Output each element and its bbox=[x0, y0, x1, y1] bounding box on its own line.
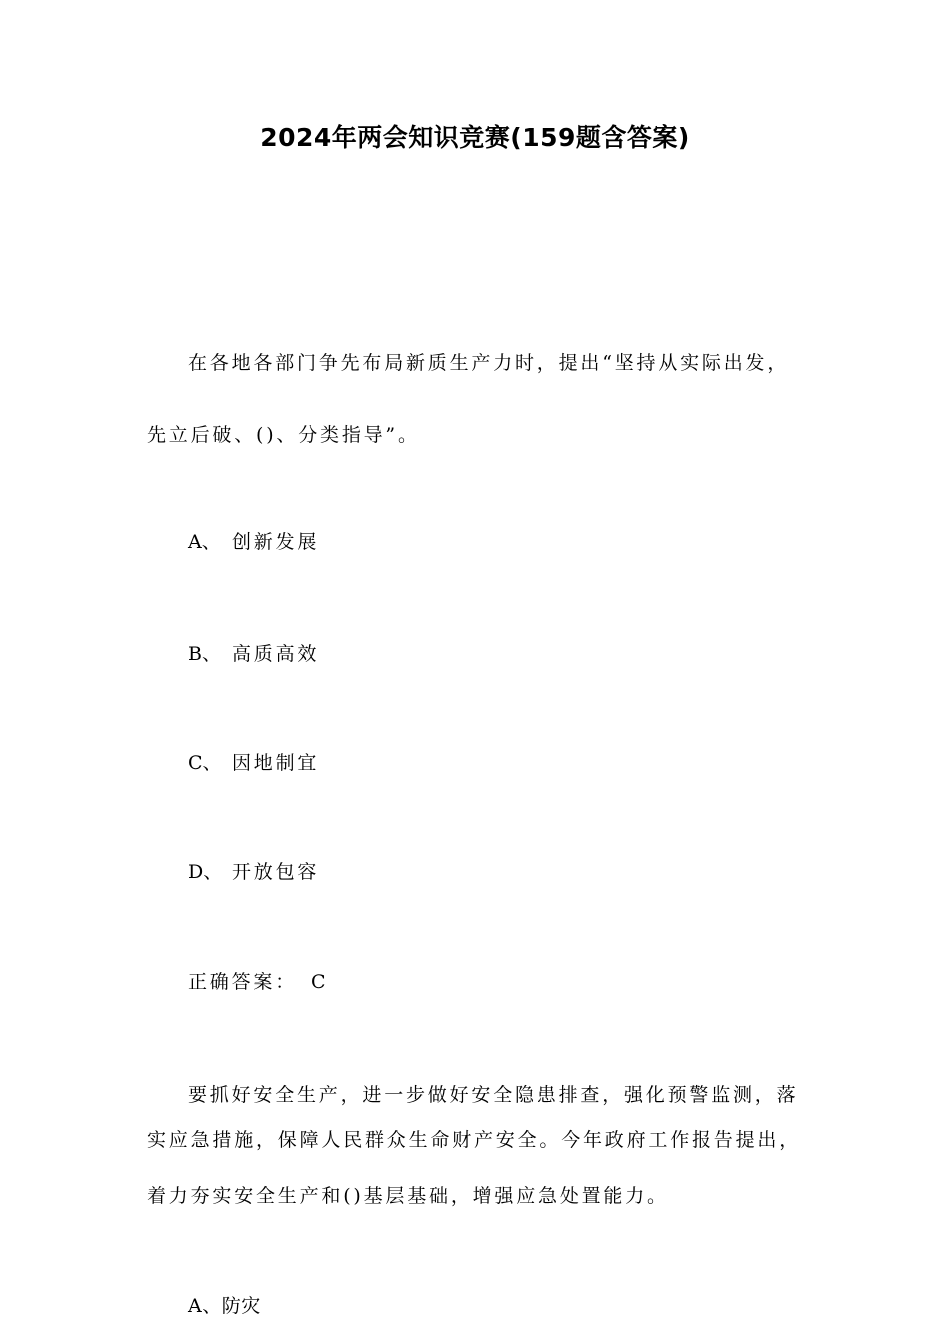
answer-label: 正确答案： bbox=[188, 971, 298, 993]
question-1-option-b bbox=[188, 640, 319, 668]
option-text: 创新发展 bbox=[232, 531, 320, 553]
option-text: 高质高效 bbox=[232, 643, 320, 665]
option-letter: B、 bbox=[188, 643, 221, 665]
question-2-stem-line-2: 实应急措施，保障人民群众生命财产安全。今年政府工作报告提出， bbox=[147, 1129, 802, 1151]
question-1-stem-line-1: 在各地各部门争先布局新质生产力时，提出“坚持从实际出发， bbox=[188, 352, 790, 374]
question-1-answer bbox=[188, 968, 326, 996]
question-2-option-a: A、防灾 bbox=[188, 1295, 261, 1317]
question-1-option-a bbox=[188, 528, 319, 556]
option-text: 开放包容 bbox=[232, 861, 320, 883]
question-1-stem-line-2: 先立后破、()、分类指导”。 bbox=[147, 424, 420, 446]
option-text: 因地制宜 bbox=[232, 752, 320, 774]
answer-value: C bbox=[311, 971, 326, 993]
option-letter: C、 bbox=[188, 752, 222, 774]
question-2-stem-line-1: 要抓好安全生产，进一步做好安全隐患排查，强化预警监测，落 bbox=[188, 1084, 799, 1106]
option-letter: D、 bbox=[188, 861, 223, 883]
option-letter: A、 bbox=[188, 531, 221, 553]
question-2-stem-line-3: 着力夯实安全生产和()基层基础，增强应急处置能力。 bbox=[147, 1185, 669, 1207]
question-1-option-d bbox=[188, 858, 319, 886]
question-1-option-c bbox=[188, 749, 319, 777]
document-title: 2024年两会知识竞赛(159题含答案) bbox=[260, 123, 690, 152]
